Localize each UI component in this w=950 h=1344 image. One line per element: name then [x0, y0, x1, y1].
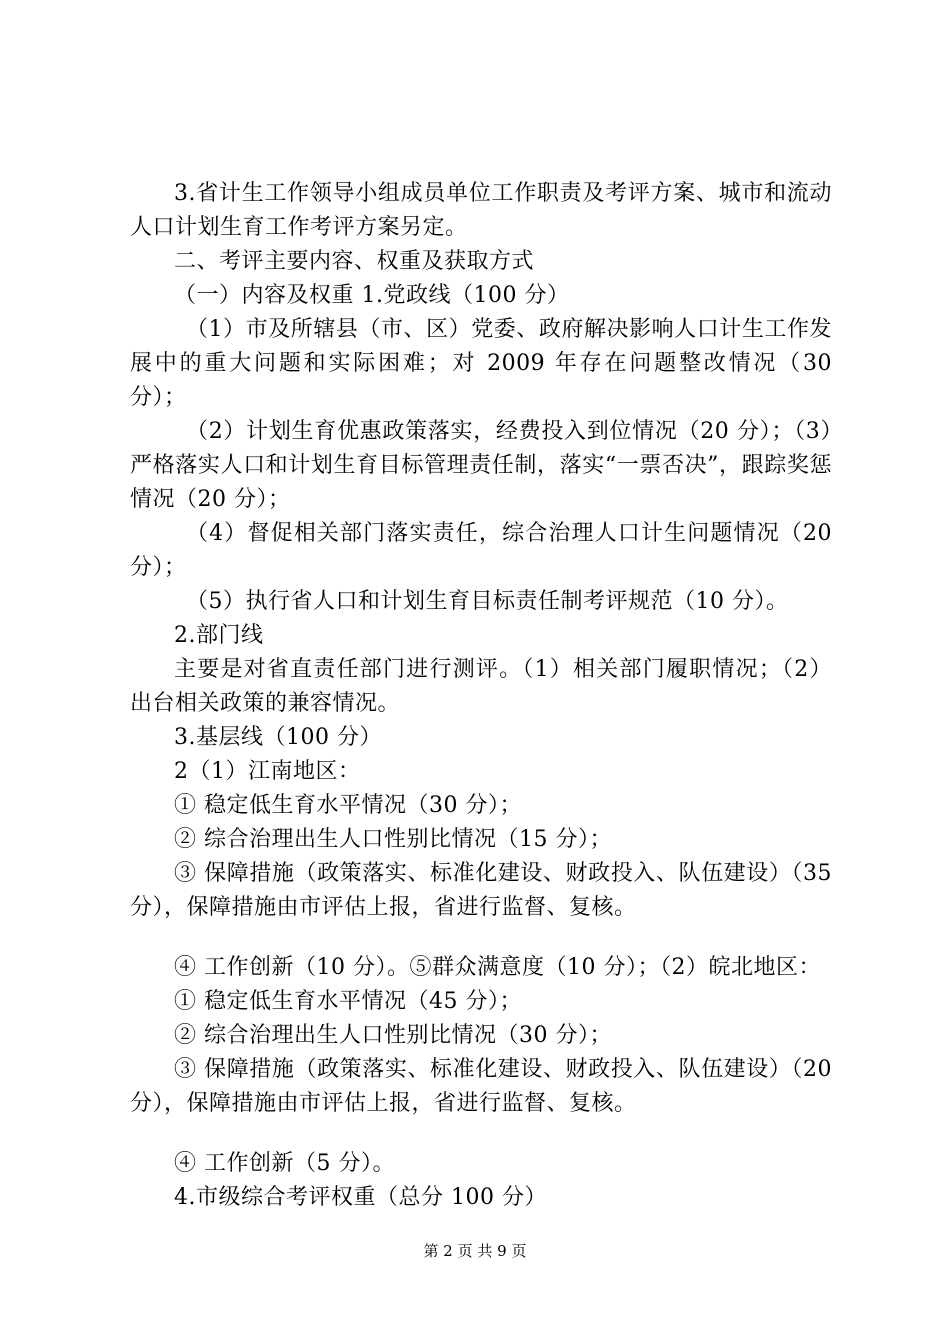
paragraph-1: 3.省计生工作领导小组成员单位工作职责及考评方案、城市和流动人口计划生育工作考评方案另定。 — [130, 181, 832, 240]
heading-city-weights: 4.市级综合考评权重（总分 100 分） — [174, 1185, 547, 1210]
section-heading-2: 二、考评主要内容、权重及获取方式 — [174, 249, 535, 274]
item-4: （4）督促相关部门落实责任，综合治理人口计生问题情况（20 分）； — [130, 521, 832, 580]
item-1: （1）市及所辖县（市、区）党委、政府解决影响人口计生工作发展中的重大问题和实际困难；对 2009 年存在问题整改情况（30 分）； — [130, 317, 832, 410]
wanbei-item-2: ② 综合治理出生人口性别比情况（30 分）； — [174, 1023, 612, 1048]
document-body — [130, 177, 832, 1215]
heading-jiangnan: 2（1）江南地区： — [174, 759, 361, 784]
subsection-heading-1: （一）内容及权重 1.党政线（100 分） — [174, 283, 570, 308]
item-2-3: （2）计划生育优惠政策落实，经费投入到位情况（20 分）；（3）严格落实人口和计划生育目标管理责任制，落实“一票否决”，跟踪奖惩情况（20 分）； — [130, 419, 832, 512]
page-footer: 第 2 页 共 9 页 — [423, 1242, 527, 1260]
jiangnan-item-2: ② 综合治理出生人口性别比情况（15 分）； — [174, 827, 612, 852]
spacer — [130, 1121, 832, 1147]
jiangnan-item-1: ① 稳定低生育水平情况（30 分）； — [174, 793, 522, 818]
heading-department-line: 2.部门线 — [174, 623, 264, 648]
wanbei-item-1: ① 稳定低生育水平情况（45 分）； — [174, 989, 522, 1014]
wanbei-item-3: ③ 保障措施（政策落实、标准化建设、财政投入、队伍建设）（20 分），保障措施由市评估上报，省进行监督、复核。 — [130, 1057, 832, 1116]
jiangnan-item-3: ③ 保障措施（政策落实、标准化建设、财政投入、队伍建设）（35 分），保障措施由市评估上报，省进行监督、复核。 — [130, 861, 832, 920]
jiangnan-item-4-5: ④ 工作创新（10 分）。⑤群众满意度（10 分）；（2）皖北地区： — [174, 955, 821, 980]
spacer — [130, 925, 832, 951]
paragraph-department-line: 主要是对省直责任部门进行测评。（1）相关部门履职情况；（2）出台相关政策的兼容情况。 — [130, 657, 832, 716]
wanbei-item-4: ④ 工作创新（5 分）。 — [174, 1151, 395, 1176]
item-5: （5）执行省人口和计划生育目标责任制考评规范（10 分）。 — [186, 589, 789, 614]
heading-grassroots-line: 3.基层线（100 分） — [174, 725, 382, 750]
